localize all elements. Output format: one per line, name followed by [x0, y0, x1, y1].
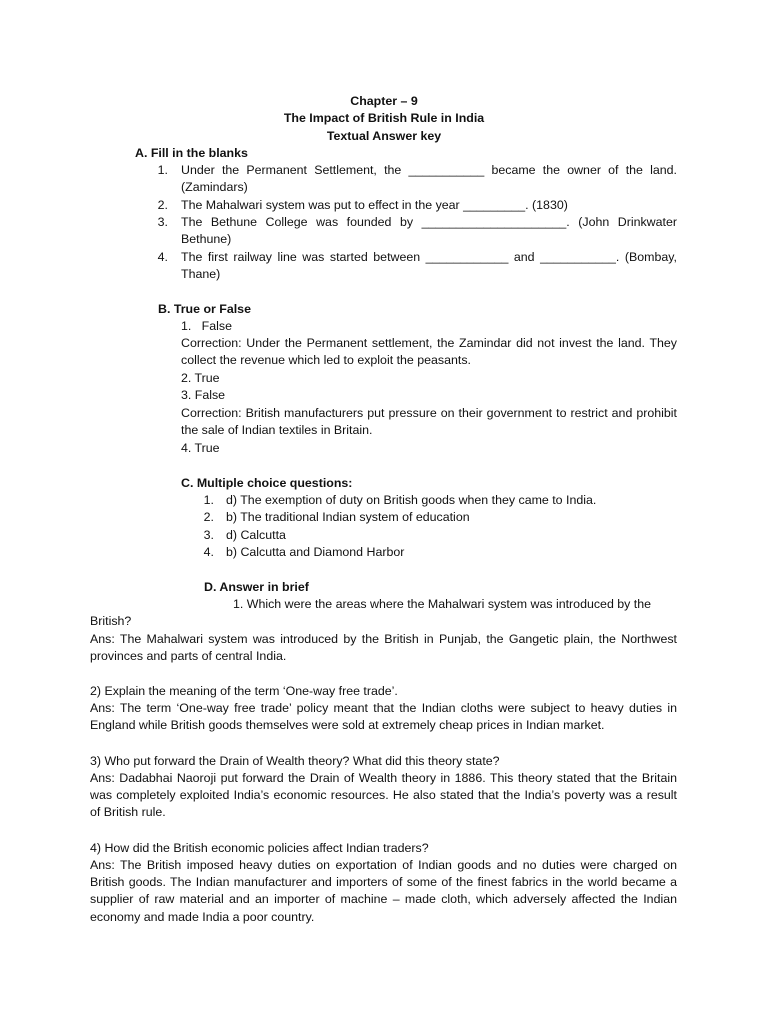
tf-answer-3: 3. False: [181, 388, 226, 402]
chapter-number: Chapter – 9: [350, 94, 418, 108]
list-item: b) The traditional Indian system of education: [226, 510, 470, 524]
list-item-number: 4.: [203, 545, 214, 559]
list-item: The first railway line was started between ____________ and ___________. (Bombay, Thane): [181, 250, 677, 282]
question-2: 2) Explain the meaning of the term ‘One-way free trade’.: [90, 684, 398, 698]
question-4: 4) How did the British economic policies affect Indian traders?: [90, 841, 429, 855]
section-a-heading: A. Fill in the blanks: [135, 146, 248, 160]
section-c-heading: C. Multiple choice questions:: [181, 476, 353, 490]
list-item-number: 3.: [157, 215, 168, 229]
tf-answer-1: 1. False: [181, 319, 232, 333]
answer-2: Ans: The term ‘One-way free trade’ policy meant that the Indian cloths were subject to heavy duties in England while British goods themselves were sold at extremely cheap prices in Indian market.: [90, 701, 677, 733]
list-item-number: 2.: [203, 510, 214, 524]
list-item: d) The exemption of duty on British goods when they came to India.: [226, 493, 597, 507]
list-item-number: 4.: [157, 250, 168, 264]
answer-4: Ans: The British imposed heavy duties on exportation of Indian goods and no duties were charged on British goods. The Indian manufacturer and importers of some of the finest fabrics in the world became a supplier of raw material and an importer of machine – made cloth, which adversely affected the Indian economy and made India a poor country.: [90, 858, 677, 924]
question-3: 3) Who put forward the Drain of Wealth theory? What did this theory state?: [90, 754, 500, 768]
list-item-number: 3.: [203, 528, 214, 542]
list-item: The Mahalwari system was put to effect in the year _________. (1830): [181, 198, 568, 212]
list-item-number: 1.: [203, 493, 214, 507]
tf-answer-4: 4. True: [181, 441, 220, 455]
answer-1: Ans: The Mahalwari system was introduced by the British in Punjab, the Gangetic plain, the Northwest provinces and parts of central India.: [90, 632, 677, 664]
list-item: Under the Permanent Settlement, the ___________ became the owner of the land. (Zamindars): [181, 163, 677, 195]
tf-correction-3: Correction: British manufacturers put pressure on their government to restrict and prohibit the sale of Indian textiles in Britain.: [181, 406, 677, 438]
section-d-heading: D. Answer in brief: [204, 580, 309, 594]
tf-answer-2: 2. True: [181, 371, 220, 385]
document-subtitle: Textual Answer key: [326, 129, 442, 143]
list-item: The Bethune College was founded by _____________________. (John Drinkwater Bethune): [181, 215, 677, 247]
list-item-number: 2.: [157, 198, 168, 212]
document-title: The Impact of British Rule in India: [283, 111, 485, 125]
answer-3: Ans: Dadabhai Naoroji put forward the Drain of Wealth theory in 1886. This theory stated that the Britain was completely exploited India’s economic resources. He also stated that the India’s poverty was a result of British rule.: [90, 771, 677, 820]
list-item-number: 1.: [157, 163, 168, 177]
tf-correction-1: Correction: Under the Permanent settlement, the Zamindar did not invest the land. They collect the revenue which led to exploit the peasants.: [181, 336, 677, 368]
list-item: d) Calcutta: [226, 528, 286, 542]
section-b-heading: B. True or False: [158, 302, 251, 316]
list-item: b) Calcutta and Diamond Harbor: [226, 545, 405, 559]
question-1-continued: British?: [90, 614, 132, 628]
question-1: 1. Which were the areas where the Mahalwari system was introduced by the: [233, 597, 652, 611]
